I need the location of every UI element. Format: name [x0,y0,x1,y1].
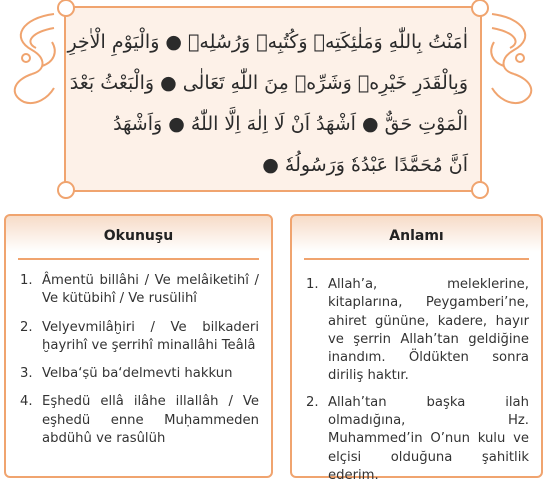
item-number: 2. [20,319,33,335]
frame-corner-circle [57,0,75,17]
anlami-item [306,276,529,386]
arabic-line-4: اَنَّ مُحَمَّدًا عَبْدُهٗ وَرَسُولُهٗ ● [262,154,468,176]
anlami-title: Anlamı [389,228,444,244]
frame-corner-circle [57,181,75,199]
arabic-line-1: اٰمَنْتُ بِاللّٰهِ وَمَلٰئِكَتِهٖ وَكُتُبِهٖ وَرُسُلِهٖ ● وَالْيَوْمِ الْاٰخِرِ [67,31,468,53]
arabic-line-3: الْمَوْتِ حَقٌّ ● اَشْهَدُ اَنْ لَا اِلٰهَ اِلَّا اللّٰهُ ● وَاَشْهَدُ [113,113,468,135]
okunusu-item [20,319,259,356]
arabic-line-2: وَبِالْقَدَرِ خَيْرِهٖ وَشَرِّهٖ مِنَ اللّٰهِ تَعَالٰى ● وَالْبَعْثُ بَعْدَ [69,72,468,94]
anlami-panel [290,214,543,483]
okunusu-list [20,272,259,458]
item-number: 2. [306,394,319,410]
item-text: Allah’a, meleklerine, kitaplarına, Peygamberi’ne, ahiret gününe, kadere, hayır ve şerrin Allah’tan geldiğine inandım. Öldükten sonra diriliş haktır. [328,277,529,384]
okunusu-item [20,393,259,448]
item-number: 1. [20,273,33,288]
okunusu-title: Okunuşu [103,228,174,244]
frame-corner-circle [471,181,489,199]
okunusu-item [20,272,259,309]
left-arabesque-ornament [2,8,62,108]
anlami-item [306,394,529,485]
amentu-arabic-text [67,22,468,186]
okunusu-divider [18,258,259,260]
anlami-list [306,276,529,493]
item-text: Âmentü billâhi / Ve melâiketihî / Ve kütübihî / Ve rusülihî [42,273,259,307]
item-number: 4. [20,394,33,410]
okunusu-panel [4,214,273,478]
item-number: 1. [306,277,319,292]
anlami-divider [304,258,529,260]
item-text: Velba‘ṣü ba‘delmevti hakkun [42,366,233,382]
right-arabesque-ornament [484,8,544,108]
item-text: Eşhedü ellâ ilâhe illallâh / Ve eşhedü enne Muḥammeden abdühû ve rasûlüh [42,394,259,447]
arabic-text-frame [64,6,482,192]
okunusu-item [20,365,259,383]
item-number: 3. [20,366,33,382]
item-text: Allah’tan başka ilah olmadığına, Hz. Muhammed’in O’nun kulu ve elçisi olduğuna şahitlik ederim. [328,394,529,483]
item-text: Velyevmilâḫiri / Ve bilkaderi ḫayrihî ve şerrihî minallâhi Teâlâ [42,319,259,353]
